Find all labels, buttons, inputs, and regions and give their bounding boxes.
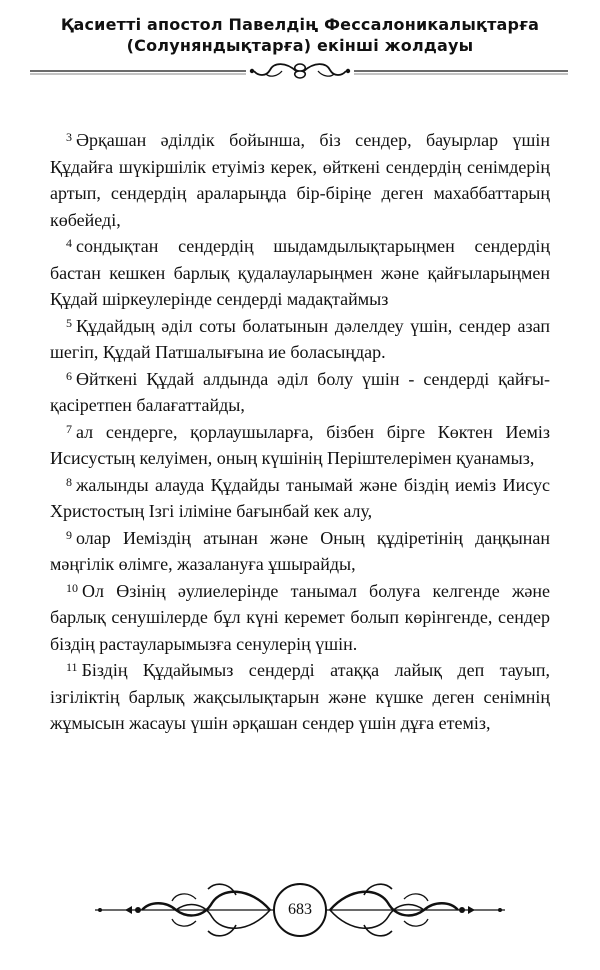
verse-11 <box>50 657 550 737</box>
verse-number: 10 <box>66 580 78 595</box>
verse-5 <box>50 313 550 366</box>
verse-9 <box>50 525 550 578</box>
verse-number: 8 <box>66 474 72 489</box>
verse-text: ал сендерге, қорлаушыларға, бізбен бірге Көктен Иеміз Исисустың келуімен, оның күшінің Періштелерімен қуанамыз, <box>50 421 550 468</box>
header-title-line-2: (Солуняндықтарға) екінші жолдауы <box>126 36 474 55</box>
verse-text: Ол Өзінің әулиелерінде танымал болуға келгенде және барлық сенушілерде бұл күні керемет болып көрінгенде, сендер біздің растауларымызға сенулерің үшін. <box>50 580 550 654</box>
verse-10 <box>50 578 550 658</box>
verse-text: сондықтан сендердің шыдамдылықтарыңмен сендердің бастан кешкен барлық қудалауларыңмен және қайғыларыңмен Құдай шіркеулерінде сендерді мадақтаймыз <box>50 236 550 309</box>
verse-4 <box>50 233 550 313</box>
verse-7 <box>50 419 550 472</box>
verse-number: 6 <box>66 368 72 383</box>
verse-text: Әрқашан әділдік бойынша, біз сендер, бауырлар үшін Құдайға шүкіршілік етуіміз керек, өйткені сендердің сенімдерің артып, сендердің араларыңда бір-біріңе деген махаббаттарың көбейеді, <box>50 130 550 230</box>
verse-number: 11 <box>66 660 78 674</box>
verse-6 <box>50 366 550 419</box>
verse-number: 5 <box>66 315 72 330</box>
verse-text: жалынды алауда Құдайды танымай және біздің иеміз Иисус Христостың Ізгі іліміне бағынбай кек алу, <box>50 474 550 521</box>
verse-text: Құдайдың әділ соты болатынын дәлелдеу үшін, сендер азап шегіп, Құдай Патшалығына ие боласыңдар. <box>50 315 550 362</box>
verse-8 <box>50 472 550 525</box>
header-ornament-icon <box>0 60 600 87</box>
page-header <box>0 14 600 87</box>
verse-3 <box>50 127 550 233</box>
verse-text: Біздің Құдайымыз сендерді атаққа лайық деп тауып, ізгіліктің барлық жақсылықтарын және күшке деген сенімнің жұмысын жасауы үшін әрқашан сендер үшін дұға етеміз, <box>50 660 550 733</box>
verse-number: 7 <box>66 421 72 436</box>
page-number: 683 <box>273 883 327 937</box>
page-footer <box>0 873 600 943</box>
verse-number: 3 <box>66 130 72 144</box>
verse-text: Өйткені Құдай алдында әділ болу үшін - сендерді қайғы-қасіретпен балағаттайды, <box>50 368 550 415</box>
verse-number: 9 <box>66 527 72 542</box>
verse-number: 4 <box>66 236 72 250</box>
verse-text: олар Иеміздің атынан және Оның құдіретінің даңқынан мәңгілік өлімге, жазалануға ұшырайды, <box>50 527 550 574</box>
scripture-text <box>50 127 550 737</box>
header-title-line-1: Қасиетті апостол Павелдің Фессалоникалықтарға <box>60 15 540 34</box>
